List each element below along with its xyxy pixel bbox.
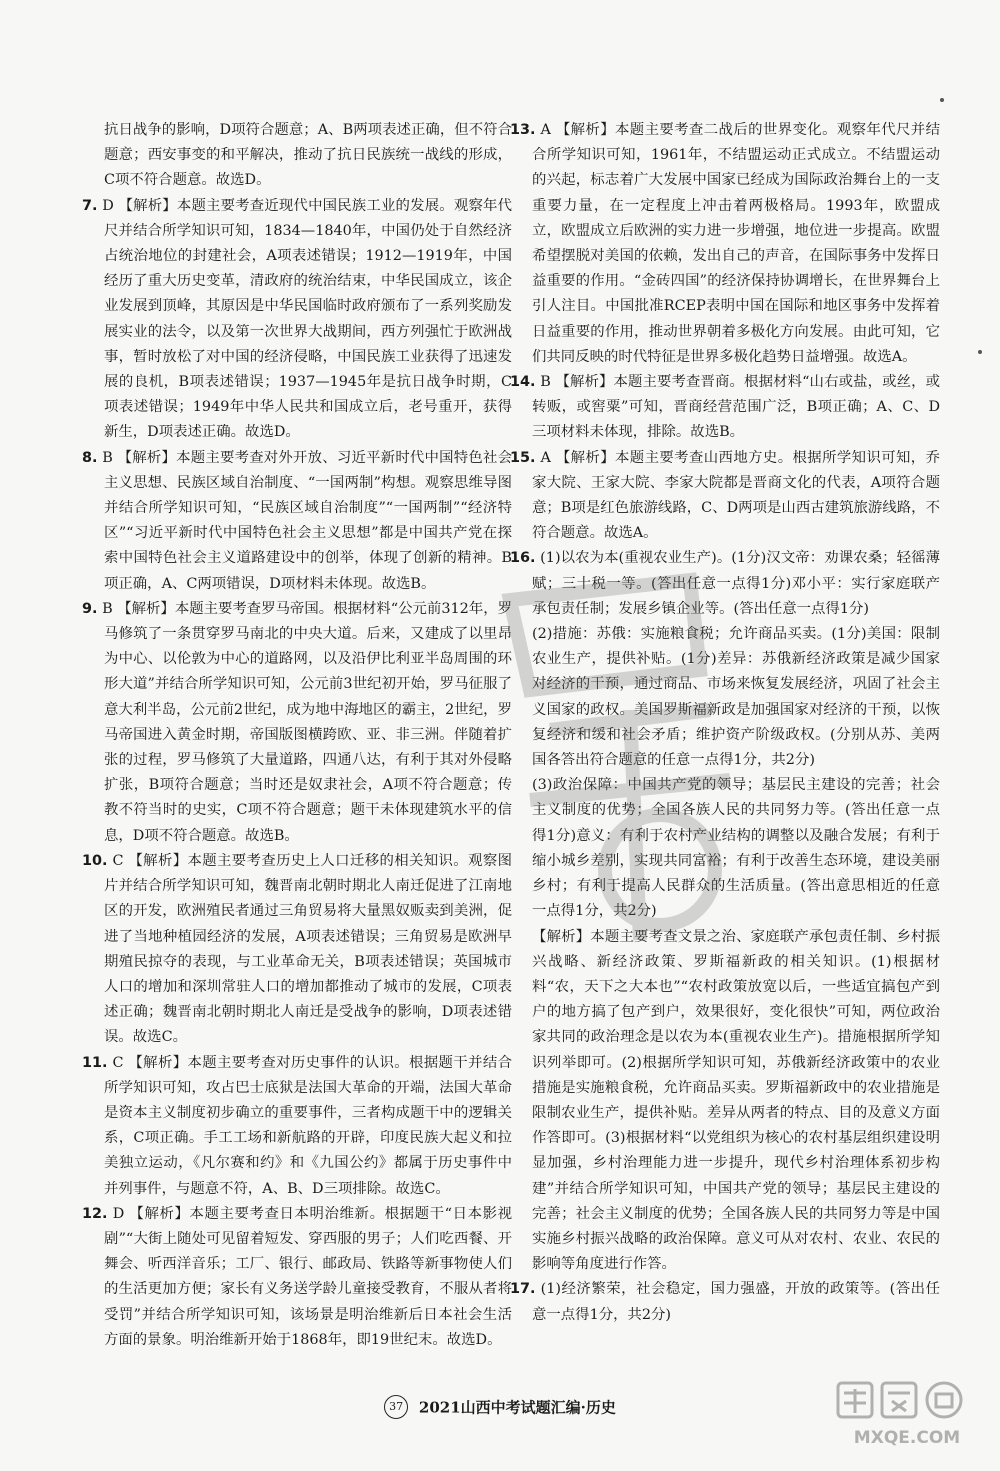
speck [978, 350, 982, 354]
answer-item [510, 118, 940, 370]
answer-item [82, 1202, 512, 1353]
answer-text: B 【解析】本题主要考查对外开放、习近平新时代中国特色社会主义思想、民族区域自治制度、“一国两制”构想。观察思维导图并结合所学知识可知，“民族区域自治制度”“一国两制”“经济特区”“习近平新时代中国特色社会主义思想”都是中国共产党在探索中国特色社会主义道路建设中的创举，体现了创新的精神。B项正确，A、C两项错误，D项材料未体现。故选B。 [102, 449, 513, 592]
answer-text: C 【解析】本题主要考查对历史事件的认识。根据题干并结合所学知识可知，攻占巴士底狱是法国大革命的开端，法国大革命是资本主义制度初步确立的重要事件，三者构成题干中的逻辑关系，C项正确。手工工场和新航路的开辟，印度民族大起义和拉美独立运动，《凡尔赛和约》和《九国公约》都属于历史事件中并列事件，与题意不符，A、B、D三项排除。故选C。 [104, 1054, 512, 1197]
answer-text: 抗日战争的影响，D项符合题意；A、B两项表述正确，但不符合题意；西安事变的和平解决，推动了抗日民族统一战线的形成，C项不符合题意。故选D。 [104, 122, 512, 189]
question-number: 14. [510, 374, 536, 391]
answer-text: A 【解析】本题主要考查二战后的世界变化。观察年代尺并结合所学知识可知，1961年，不结盟运动正式成立。不结盟运动的兴起，标志着广大发展中国家已经成为国际政治舞台上的一支重要力量，在一定程度上冲击着两极格局。1993年，欧盟成立，欧盟成立后欧洲的实力进一步增强，地位进一步提高。欧盟希望摆脱对美国的依赖，发出自己的声音，在国际事务中发挥日益重要的作用。“金砖四国”的经济保持协调增长，在世界舞台上引人注目。中国批准RCEP表明中国在国际和地区事务中发挥着日益重要的作用，推动世界朝着多极化方向发展。由此可知，它们共同反映的时代特征是世界多极化趋势日益增强。故选A。 [532, 122, 940, 365]
answer-item [82, 1051, 512, 1202]
answer-text: A 【解析】本题主要考查山西地方史。根据所学知识可知，乔家大院、王家大院、李家大院都是晋商文化的代表，A项符合题意；B项是红色旅游线路，C、D两项是山西古建筑旅游线路，不符合题意。故选A。 [532, 449, 940, 542]
question-number: 11. [82, 1054, 108, 1071]
answer-subpart [510, 925, 940, 1278]
page-number-badge: 37 [384, 1395, 408, 1419]
answer-item [82, 597, 512, 849]
answer-text: D 【解析】本题主要考查日本明治维新。根据题干“日本影视剧”“大街上随处可见留着短发、穿西服的男子；人们吃西餐、开舞会、听西洋音乐；工厂、银行、邮政局、铁路等新事物使人们的生活更加方便；家长有义务送学龄儿童接受教育，不服从者将受罚”并结合所学知识可知，该场景是明治维新后日本社会生活方面的景象。明治维新开始于1868年，即19世纪末。故选D。 [104, 1205, 512, 1348]
question-number: 10. [82, 852, 108, 869]
answer-subpart [510, 622, 940, 773]
answer-subpart [510, 773, 940, 924]
answer-item [82, 194, 512, 446]
answer-item [82, 446, 512, 597]
question-number: 15. [510, 449, 536, 466]
speck [940, 98, 944, 102]
question-number: 17. [510, 1281, 536, 1298]
svg-text:MXQE.COM: MXQE.COM [853, 1428, 961, 1448]
left-column [82, 118, 512, 1353]
question-number: 16. [510, 550, 536, 567]
answer-text: D 【解析】本题主要考查近现代中国民族工业的发展。观察年代尺并结合所学知识可知，1834—1840年，中国仍处于自然经济占统治地位的封建社会，A项表述错误；1912—1919年，中国经历了重大历史变革，清政府的统治结束，中华民国成立，该企业发展到顶峰，其原因是中华民国临时政府颁布了一系列奖励发展实业的法令，以及第一次世界大战期间，西方列强忙于欧洲战事，暂时放松了对中国的经济侵略，中国民族工业获得了迅速发展的良机，B项表述错误；1937—1945年是抗日战争时期，C项表述错误；1949年中华人民共和国成立后，老号重开，获得新生，D项表述正确。故选D。 [102, 197, 512, 441]
answer-text: 【解析】本题主要考查文景之治、家庭联产承包责任制、乡村振兴战略、新经济政策、罗斯福新政的相关知识。(1)根据材料“农，天下之大本也”“农村政策放宽以后，一些适宜搞包产到户的地方搞了包产到户，效果很好，变化很快”可知，两位政治家共同的政治理念是以农为本(重视农业生产)。措施根据所学知识列举即可。(2)根据所学知识可知，苏俄新经济政策中的农业措施是实施粮食税，允许商品买卖。罗斯福新政中的农业措施是限制农业生产，提供补贴。差异从两者的特点、目的及意义方面作答即可。(3)根据材料“以党组织为核心的农村基层组织建设明显加强，乡村治理能力进一步提升，现代乡村治理体系初步构建”并结合所学知识可知，中国共产党的领导；基层民主建设的完善；社会主义制度的优势；全国各族人民的共同努力等是中国实施乡村振兴战略的政治保障。意义可从对农村、农业、农民的影响等角度进行作答。 [532, 928, 940, 1273]
answer-text: (1)经济繁荣，社会稳定，国力强盛，开放的政策等。(答出任意一点得1分，共2分) [532, 1281, 940, 1323]
question-number: 7. [82, 197, 98, 214]
answer-item [82, 849, 512, 1051]
answer-text: (1)以农为本(重视农业生产)。(1分)汉文帝：劝课农桑；轻徭薄赋；三十税一等。(答出任意一点得1分)邓小平：实行家庭联产承包责任制；发展乡镇企业等。(答出任意一点得1分) [532, 550, 941, 617]
question-number: 9. [82, 600, 98, 617]
question-number: 8. [82, 449, 98, 466]
answer-item [510, 370, 940, 446]
answer-text: (2)措施：苏俄：实施粮食税；允许商品买卖。(1分)美国：限制农业生产，提供补贴。(1分)差异：苏俄新经济政策是减少国家对经济的干预，通过商品、市场来恢复发展经济，巩固了社会主义国家的政权。美国罗斯福新政是加强国家对经济的干预，以恢复经济和缓和社会矛盾；维护资产阶级政权。(分别从苏、美两国各答出符合题意的任意一点得1分，共2分) [532, 626, 940, 769]
answer-item [510, 1277, 940, 1327]
answer-text: B 【解析】本题主要考查晋商。根据材料“山右或盐，或丝，或转贩，或窖粟”可知，晋商经营范围广泛，B项正确；A、C、D三项材料未体现，排除。故选B。 [532, 374, 941, 441]
answer-continuation [82, 118, 512, 194]
site-logo-watermark [832, 1379, 982, 1451]
question-number: 13. [510, 122, 536, 138]
answer-item [510, 546, 940, 622]
answer-text: C 【解析】本题主要考查历史上人口迁移的相关知识。观察图片并结合所学知识可知，魏晋南北朝时期北人南迁促进了江南地区的开发，欧洲殖民者通过三角贸易将大量黑奴贩卖到美洲，促进了当地种植园经济的发展，A项表述错误；三角贸易是欧洲早期殖民掠夺的表现，与工业革命无关，B项表述错误；英国城市人口的增加和深圳常驻人口的增加都推动了城市的发展，C项表述正确；魏晋南北朝时期北人南迁是受战争的影响，D项表述错误。故选C。 [104, 852, 512, 1046]
question-number: 12. [82, 1205, 108, 1222]
right-column [510, 118, 940, 1328]
footer-title: 2021山西中考试题汇编·历史 [418, 1398, 616, 1417]
answer-text: (3)政治保障：中国共产党的领导；基层民主建设的完善；社会主义制度的优势；全国各族人民的共同努力等。(答出任意一点得1分)意义：有利于农村产业结构的调整以及融合发展；有利于缩小城乡差别，实现共同富裕；有利于改善生态环境，建设美丽乡村；有利于提高人民群众的生活质量。(答出意思相近的任意一点得1分，共2分) [532, 777, 940, 920]
answer-text: B 【解析】本题主要考查罗马帝国。根据材料“公元前312年，罗马修筑了一条贯穿罗马南北的中央大道。后来，又建成了以里昂为中心、以伦敦为中心的道路网，以及沿伊比利亚半岛周围的环形大道”并结合所学知识可知，公元前3世纪初开始，罗马征服了意大利半岛，公元前2世纪，成为地中海地区的霸主，2世纪，罗马帝国进入黄金时期，帝国版图横跨欧、亚、非三洲。伴随着扩张的过程，罗马修筑了大量道路，四通八达，有利于其对外侵略扩张，B项符合题意；当时还是奴隶社会，A项不符合题意；传教不符当时的史实，C项不符合题意；题干未体现建筑水平的信息，D项不符合题意。故选B。 [102, 600, 513, 844]
answer-item [510, 446, 940, 547]
